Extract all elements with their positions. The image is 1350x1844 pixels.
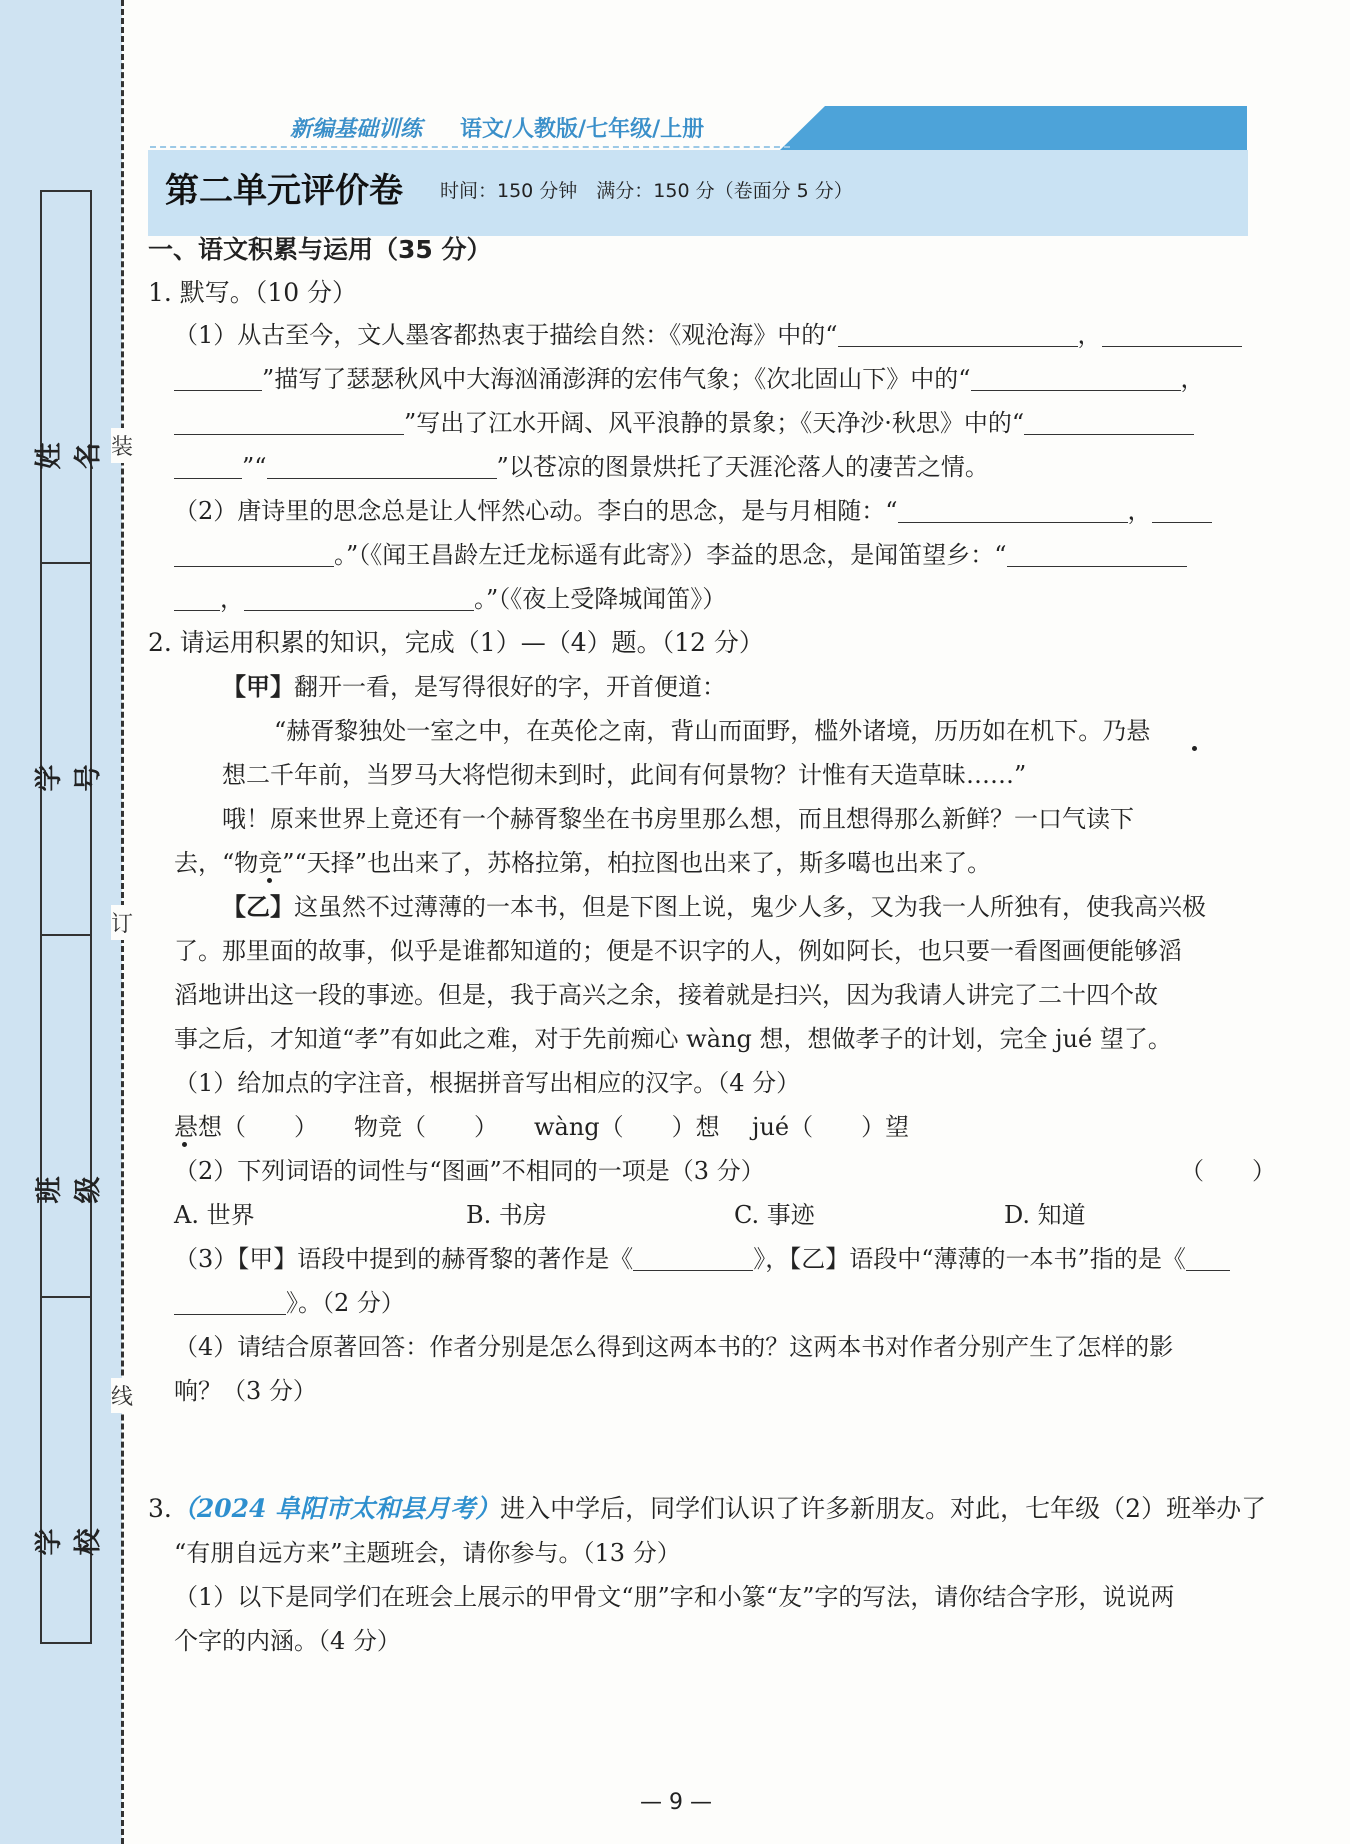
emphasis-dot [1192, 746, 1197, 751]
name-cell [34, 192, 104, 564]
passage-jia-label: 【甲】 [222, 673, 294, 701]
q2-sub2: （2）下列词语的词性与“图画”不相同的一项是（3 分） [174, 1157, 765, 1185]
answer-blank[interactable] [267, 454, 497, 479]
answer-blank[interactable] [174, 586, 220, 611]
page-number: — 9 — [640, 1790, 712, 1815]
q2-option-a[interactable]: A. 世界 [174, 1201, 255, 1229]
passage-jia-line4: 哦！原来世界上竟还有一个赫胥黎坐在书房里那么想，而且想得那么新鲜？一口气读下 [222, 805, 1134, 833]
class-label: 班级 [34, 1176, 104, 1204]
q2-sub2-answer-paren[interactable]: （ ） [1180, 1157, 1276, 1185]
q1-heading: 1. 默写。（10 分） [148, 278, 358, 307]
q1-text-g: 。”（《夜上受降城闻笛》） [474, 585, 727, 613]
answer-blank[interactable] [1007, 542, 1187, 567]
section-heading: 一、语文积累与运用（35 分） [148, 235, 492, 264]
q3-text1: 进入中学后，同学们认识了许多新朋友。对此，七年级（2）班举办了 [500, 1494, 1267, 1523]
school-cell [34, 1298, 104, 1642]
exam-meta: 时间：150 分钟 满分：150 分（卷面分 5 分） [440, 180, 853, 202]
header-accent-bar [825, 106, 1247, 150]
q1-text-d2: ”以苍凉的图景烘托了天涯沦落人的凄苦之情。 [496, 453, 989, 481]
q2-sub3-text-b: 》，【乙】语段中“薄薄的一本书”指的是《 [753, 1245, 1186, 1273]
q1-line2 [174, 364, 1205, 394]
q3-number: 3. [148, 1494, 172, 1523]
page-title: 第二单元评价卷 [165, 171, 403, 211]
answer-blank[interactable] [174, 542, 334, 567]
student-info-box [34, 190, 104, 1644]
q2-sub3-text-c: 》。（2 分） [286, 1289, 405, 1317]
q1-text-a: （1）从古至今，文人墨客都热衷于描绘自然：《观沧海》中的“ [174, 321, 838, 349]
q2-sub3-line1 [174, 1244, 1230, 1274]
q2-option-b[interactable]: B. 书房 [466, 1201, 547, 1229]
q1-line1 [174, 320, 1242, 350]
q1-comma: ， [1180, 365, 1205, 393]
q3-source: （2024 阜阳市太和县月考） [171, 1494, 501, 1523]
student-id-cell [34, 564, 104, 936]
bind-mark-zhuang: 装 [111, 428, 133, 463]
student-id-label: 学号 [34, 764, 104, 792]
q3-line2: “有朋自远方来”主题班会，请你参与。（13 分） [174, 1539, 681, 1567]
q3-line1 [148, 1494, 1266, 1524]
q1-text-f: 。”（《闻王昌龄左迁龙标遥有此寄》）李益的思念，是闻笛望乡：“ [334, 541, 1007, 569]
answer-blank[interactable] [898, 498, 1128, 523]
q1-line4 [174, 452, 989, 482]
bind-mark-ding: 订 [111, 905, 133, 940]
q3-sub1-line2: 个字的内涵。（4 分） [174, 1627, 401, 1655]
q1-text-c: ”写出了江水开阔、风平浪静的景象；《天净沙·秋思》中的“ [404, 409, 1025, 437]
series-name: 新编基础训练 [290, 117, 423, 142]
passage-yi-line2: 了。那里面的故事，似乎是谁都知道的；便是不识字的人，例如阿长，也只要一看图画便能够滔 [174, 937, 1182, 965]
answer-blank[interactable] [1152, 498, 1212, 523]
q1-text-e: （2）唐诗里的思念总是让人怦然心动。李白的思念，是与月相随：“ [174, 497, 898, 525]
answer-blank[interactable] [971, 366, 1181, 391]
passage-yi-line1 [222, 892, 1206, 922]
answer-blank[interactable] [1186, 1246, 1230, 1271]
answer-blank[interactable] [174, 1290, 286, 1315]
passage-yi-line4: 事之后，才知道“孝”有如此之难，对于先前痴心 wàng 想，想做孝子的计划，完全 jué 望了。 [174, 1025, 1172, 1053]
q1-line3 [174, 408, 1194, 438]
q2-sub1-item1[interactable]: 悬想（ ） [174, 1113, 318, 1141]
emphasis-dot [182, 1142, 187, 1147]
series-banner [290, 112, 704, 143]
answer-blank[interactable] [174, 366, 262, 391]
answer-blank[interactable] [1024, 410, 1194, 435]
q2-sub3-line2 [174, 1288, 405, 1318]
passage-jia-text1: 翻开一看，是写得很好的字，开首便道： [294, 673, 726, 701]
answer-blank[interactable] [174, 410, 404, 435]
q1-line6 [174, 540, 1187, 570]
q2-sub1-item3[interactable]: wàng（ ）想 [534, 1113, 720, 1141]
q1-text-b: ”描写了瑟瑟秋风中大海汹涌澎湃的宏伟气象；《次北固山下》中的“ [262, 365, 971, 393]
q2-option-d[interactable]: D. 知道 [1004, 1201, 1086, 1229]
header-triangle [780, 106, 825, 150]
q1-line7 [174, 584, 726, 614]
answer-blank[interactable] [174, 454, 242, 479]
q2-option-c[interactable]: C. 事迹 [734, 1201, 815, 1229]
q3-sub1-line1: （1）以下是同学们在班会上展示的甲骨文“朋”字和小篆“友”字的写法，请你结合字形，说说两 [174, 1583, 1175, 1611]
q2-sub1-item4[interactable]: jué（ ）望 [752, 1113, 910, 1141]
passage-yi-line3: 滔地讲出这一段的事迹。但是，我于高兴之余，接着就是扫兴，因为我请人讲完了二十四个故 [174, 981, 1158, 1009]
subject-name: 语文/人教版/七年级/上册 [460, 117, 705, 142]
q2-sub1-item2[interactable]: 物竞（ ） [354, 1113, 498, 1141]
passage-jia-line3: 想二千年前，当罗马大将恺彻未到时，此间有何景物？计惟有天造草昧……” [222, 761, 1027, 789]
passage-yi-label: 【乙】 [222, 893, 294, 921]
q2-sub1: （1）给加点的字注音，根据拼音写出相应的汉字。（4 分） [174, 1069, 801, 1097]
answer-blank[interactable] [633, 1246, 753, 1271]
class-cell [34, 936, 104, 1298]
q1-comma: ， [220, 585, 244, 613]
passage-jia-line2: “赫胥黎独处一室之中，在英伦之南，背山而面野，槛外诸境，历历如在机下。乃悬 [274, 717, 1151, 745]
answer-blank[interactable] [838, 322, 1078, 347]
q1-comma: ， [1127, 497, 1152, 525]
bind-mark-xian: 线 [111, 1378, 133, 1413]
passage-jia-line1 [222, 672, 726, 702]
school-label: 学校 [34, 1528, 104, 1556]
emphasis-dot [267, 878, 272, 883]
q2-sub3-text-a: （3）【甲】语段中提到的赫胥黎的著作是《 [174, 1245, 634, 1273]
q1-line5 [174, 496, 1212, 526]
q1-comma: ， [1077, 321, 1102, 349]
answer-blank[interactable] [1102, 322, 1242, 347]
passage-yi-text1: 这虽然不过薄薄的一本书，但是下图上说，鬼少人多，又为我一人所独有，使我高兴极 [294, 893, 1206, 921]
q2-sub4-line2: 响？（3 分） [174, 1377, 317, 1405]
answer-blank[interactable] [244, 586, 474, 611]
q1-text-d1: ”“ [242, 453, 267, 481]
header-dashed-rule [150, 146, 790, 148]
q2-sub4-line1: （4）请结合原著回答：作者分别是怎么得到这两本书的？这两本书对作者分别产生了怎样的影 [174, 1333, 1174, 1361]
passage-jia-line5: 去，“物竞”“天择”也出来了，苏格拉第，柏拉图也出来了，斯多噶也出来了。 [174, 849, 992, 877]
name-label: 姓名 [34, 442, 104, 470]
q2-heading: 2. 请运用积累的知识，完成（1）—（4）题。（12 分） [148, 628, 764, 657]
